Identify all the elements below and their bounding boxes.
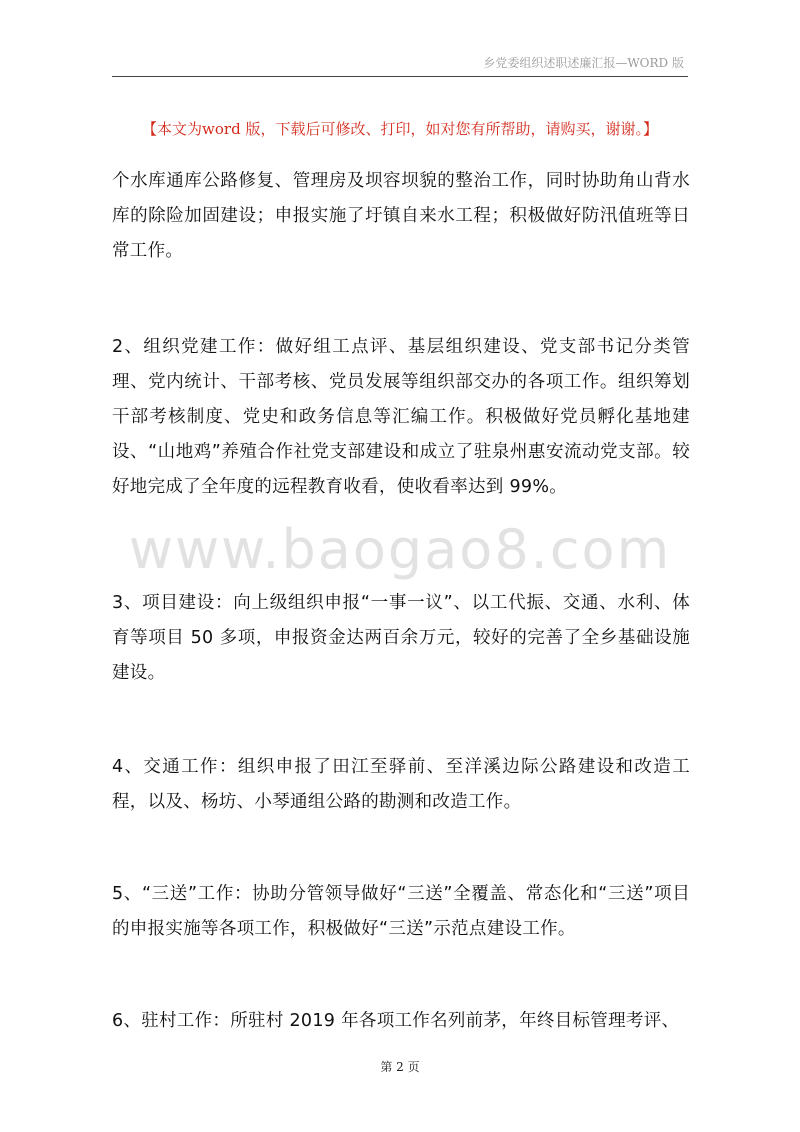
page-number: 第 2 页 [380,1060,420,1074]
download-notice: 【本文为word 版，下载后可修改、打印，如对您有所帮助，请购买，谢谢。】 [142,120,658,138]
paragraph-project-construction: 3、项目建设：向上级组织申报“一事一议”、以工代振、交通、水利、体育等项目 50 多项，申报资金达两百余万元，较好的完善了全乡基础设施建设。 [112,593,690,683]
paragraph-village-work: 6、驻村工作：所驻村 2019 年各项工作名列前茅，年终目标管理考评、 [112,1011,680,1031]
paragraph-transport-work: 4、交通工作：组织申报了田江至驿前、至洋溪边际公路建设和改造工程，以及、杨坊、小琴通组公路的勘测和改造工作。 [112,757,690,812]
paragraph-three-deliveries: 5、“三送”工作：协助分管领导做好“三送”全覆盖、常态化和“三送”项目的申报实施等各项工作，积极做好“三送”示范点建设工作。 [112,884,690,939]
page-header-title: 乡党委组织述职述廉汇报—WORD 版 [483,56,684,70]
paragraph-party-building: 2、组织党建工作：做好组工点评、基层组织建设、党支部书记分类管理、党内统计、干部考核、党员发展等组织部交办的各项工作。组织筹划干部考核制度、党史和政务信息等汇编工作。积极做好党员孵化基地建设、“山地鸡”养殖合作社党支部建设和成立了驻泉州惠安流动党支部。较好地完成了全年度的远程教育收看，使收看率达到 99%。 [112,337,690,497]
header-divider [112,76,688,77]
paragraph-continuation: 个水库通库公路修复、管理房及坝容坝貌的整治工作，同时协助角山背水库的除险加固建设；申报实施了圩镇自来水工程；积极做好防汛值班等日常工作。 [112,171,690,261]
watermark: www.baogao8.com [128,518,672,581]
